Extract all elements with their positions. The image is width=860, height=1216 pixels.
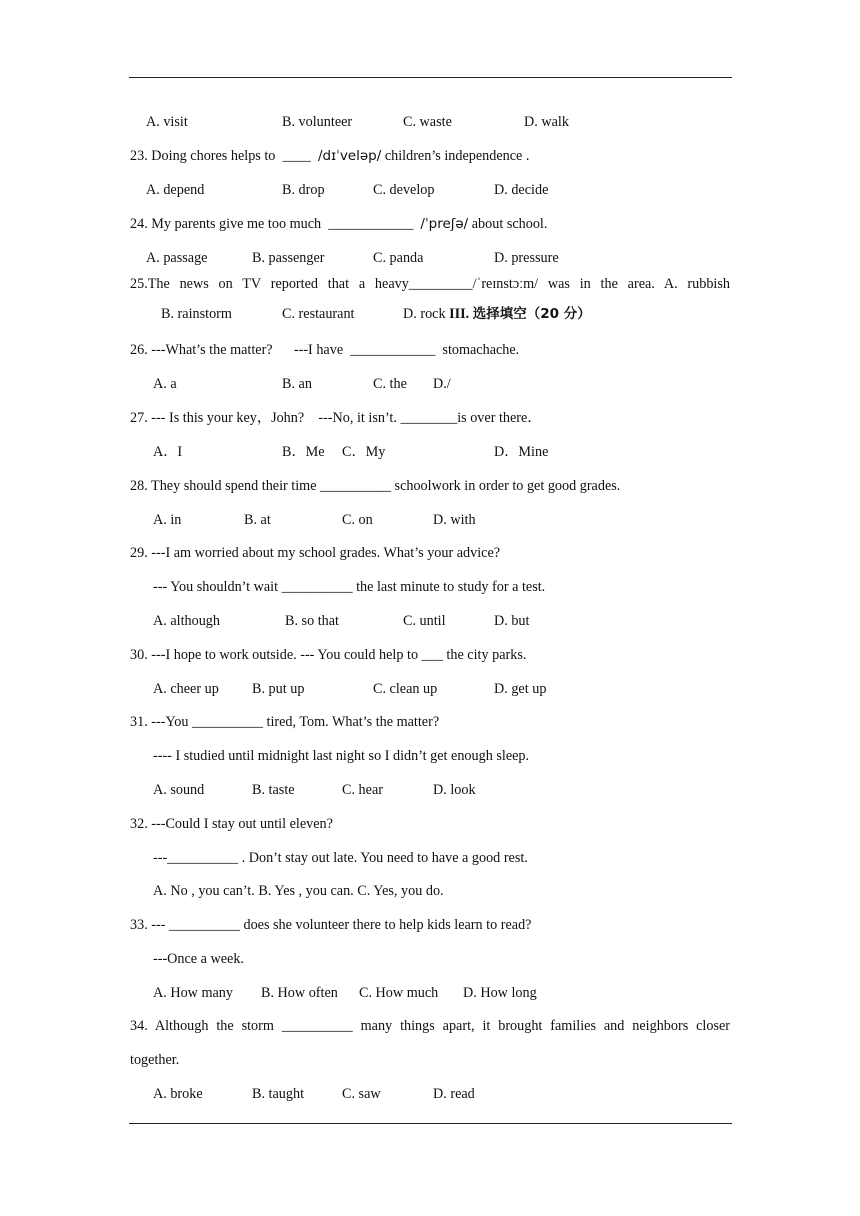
q23-option-b: B. drop — [282, 182, 325, 198]
header-rule — [129, 77, 732, 78]
q32-reply: ---__________ . Don’t stay out late. You need to have a good rest. — [153, 850, 528, 866]
footer-rule — [129, 1123, 732, 1124]
q23-option-d: D. decide — [494, 182, 549, 198]
q30-stem: 30. ---I hope to work outside. --- You could help to ___ the city parks. — [130, 647, 527, 663]
q32-stem: 32. ---Could I stay out until eleven? — [130, 816, 333, 832]
q24-option-d: D. pressure — [494, 250, 559, 266]
q31-stem: 31. ---You __________ tired, Tom. What’s the matter? — [130, 714, 440, 730]
q26-option-a: A. a — [153, 376, 177, 392]
q33-option-a: A. How many — [153, 985, 233, 1001]
q30-option-c: C. clean up — [373, 681, 438, 697]
q34-stem-line1: 34. Although the storm __________ many things apart, it brought families and neighbors closer — [130, 1018, 730, 1034]
q27-option-c: C．My — [342, 444, 386, 460]
q34-option-b: B. taught — [252, 1086, 305, 1102]
q29-option-c: C. until — [403, 613, 446, 629]
q23-option-c: C. develop — [373, 182, 435, 198]
q34-option-c: C. saw — [342, 1086, 381, 1102]
q33-option-c: C. How much — [359, 985, 439, 1001]
q24-stem — [130, 215, 547, 233]
q25-option-c: C. restaurant — [282, 306, 355, 322]
q22-option-b: B. volunteer — [282, 114, 353, 130]
q29-option-b: B. so that — [285, 613, 339, 629]
q23-stem-post: children’s independence . — [381, 148, 530, 164]
q23-stem — [130, 147, 529, 165]
q30-option-d: D. get up — [494, 681, 547, 697]
q26-stem: 26. ---What’s the matter? ---I have ____________ stomachache. — [130, 342, 520, 358]
q27-option-d: D．Mine — [494, 444, 549, 460]
q28-stem: 28. They should spend their time __________ schoolwork in order to get good grades. — [130, 478, 621, 494]
q22-option-d: D. walk — [524, 114, 569, 130]
q23-phonetic: /dɪˈveləp/ — [317, 148, 382, 164]
q29-option-a: A. although — [153, 613, 220, 629]
q30-option-a: A. cheer up — [153, 681, 219, 697]
q33-option-d: D. How long — [463, 985, 537, 1001]
q24-option-c: C. panda — [373, 250, 424, 266]
q28-option-a: A. in — [153, 512, 182, 528]
q27-stem: 27. --- Is this your key，John? ---No, it isn’t. ________is over there． — [130, 410, 542, 426]
q29-stem: 29. ---I am worried about my school grades. What’s your advice? — [130, 545, 501, 561]
q26-option-b: B. an — [282, 376, 312, 392]
q26-option-c: C. the — [373, 376, 407, 392]
q33-option-b: B. How often — [261, 985, 338, 1001]
q24-option-a: A. passage — [146, 250, 208, 266]
q26-option-d: D./ — [433, 376, 451, 392]
q25-stem: 25.The news on TV reported that a heavy_________/ˈreɪnstɔːm/ was in the area. A. rubbish — [130, 276, 730, 292]
q22-option-a: A. visit — [146, 114, 188, 130]
q34-stem-line2: together. — [130, 1052, 180, 1068]
q25-option-b: B. rainstorm — [161, 306, 232, 322]
q27-option-a: A．I — [153, 444, 183, 460]
q24-option-b: B. passenger — [252, 250, 325, 266]
q31-reply: ---- I studied until midnight last night so I didn’t get enough sleep. — [153, 748, 530, 764]
section-title: 选择填空（20 分） — [472, 306, 591, 322]
q23-option-a: A. depend — [146, 182, 205, 198]
q33-reply: ---Once a week. — [153, 951, 244, 967]
q28-option-c: C. on — [342, 512, 373, 528]
q32-options: A. No , you can’t. B. Yes , you can. C. Yes, you do. — [153, 883, 444, 899]
q22-option-c: C. waste — [403, 114, 452, 130]
q25-option-d-and-section — [403, 305, 591, 323]
q33-stem: 33. --- __________ does she volunteer there to help kids learn to read? — [130, 917, 532, 933]
q30-option-b: B. put up — [252, 681, 305, 697]
q34-option-d: D. read — [433, 1086, 475, 1102]
section-number: III. — [449, 306, 470, 322]
q27-option-b: B．Me — [282, 444, 325, 460]
q31-option-d: D. look — [433, 782, 476, 798]
q23-stem-pre: 23. Doing chores helps to ____ — [130, 148, 318, 164]
q25-option-d: D. rock — [403, 306, 446, 322]
q34-option-a: A. broke — [153, 1086, 203, 1102]
q31-option-a: A. sound — [153, 782, 205, 798]
q28-option-b: B. at — [244, 512, 271, 528]
q24-stem-pre: 24. My parents give me too much ____________ — [130, 216, 421, 232]
q24-stem-post: about school. — [468, 216, 548, 232]
q31-option-b: B. taste — [252, 782, 295, 798]
q24-phonetic: /ˈpreʃə/ — [420, 216, 469, 232]
q29-option-d: D. but — [494, 613, 530, 629]
q31-option-c: C. hear — [342, 782, 383, 798]
q29-reply: --- You shouldn’t wait __________ the last minute to study for a test. — [153, 579, 546, 595]
q28-option-d: D. with — [433, 512, 476, 528]
